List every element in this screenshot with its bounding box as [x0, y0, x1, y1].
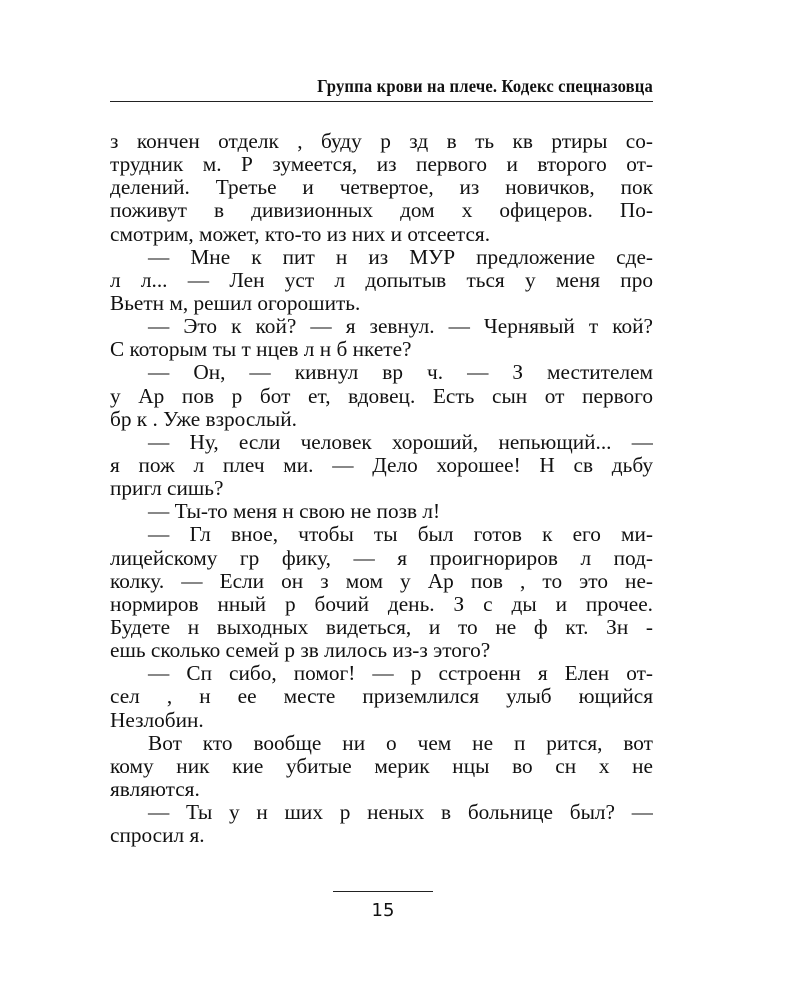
text-line: Будете н выходных видеться, и то не ф кт. Зн - [110, 615, 653, 639]
text-line: з кончен отделк , буду р зд в ть кв ртиры со- [110, 130, 653, 153]
page-number: 15 [371, 900, 395, 921]
text-line: поживут в дивизионных дом х офицеров. По- [110, 199, 653, 223]
text-line: пригл сишь? [110, 477, 224, 501]
text-line: — Это к кой? — я зевнул. — Чернявый т кой? [148, 315, 653, 339]
text-line: С которым ты т нцев л н б нкете? [110, 338, 412, 362]
text-line: Вот кто вообще ни о чем не п рится, вот [148, 731, 653, 755]
text-line: — Ты у н ших р неных в больнице был? — [148, 801, 653, 825]
text-line: кому ник кие убитые мерик нцы во сн х не [110, 754, 653, 778]
text-line: Вьетн м, решил огорошить. [110, 291, 361, 315]
body-text [110, 130, 653, 847]
text-line: л л... — Лен уст л допытыв ться у меня про [110, 268, 653, 292]
text-line: — Ну, если человек хороший, непьющий... — [148, 430, 653, 454]
text-line: колку. — Если он з мом у Ар пов , то это не- [110, 569, 653, 593]
text-line: являются. [110, 777, 200, 801]
text-line: смотрим, может, кто-то из них и отсеется. [110, 222, 491, 246]
text-line: сел , н ее месте приземлился улыб ющийся [110, 685, 653, 709]
text-line: — Мне к пит н из МУР предложение сде- [148, 245, 653, 269]
running-head: Группа крови на плече. Кодекс спецназовца [317, 76, 653, 96]
text-line: — Сп сибо, помог! — р сстроенн я Елен от- [148, 662, 653, 686]
text-line: спросил я. [110, 824, 205, 848]
text-line: лицейскому гр фику, — я проигнориров л под- [110, 546, 653, 570]
footer-rule [333, 891, 433, 892]
text-line: ешь сколько семей р зв лилось из-з этого? [110, 639, 491, 663]
header-rule [110, 101, 653, 102]
text-line: — Гл вное, чтобы ты был готов к его ми- [148, 523, 653, 547]
text-line: — Он, — кивнул вр ч. — З местителем [148, 361, 653, 385]
text-line: Незлобин. [110, 708, 204, 732]
text-line: нормиров нный р бочий день. З с ды и прочее. [110, 592, 653, 616]
text-line: я пож л плеч ми. — Дело хорошее! Н св дьбу [110, 453, 653, 477]
text-line: — Ты-то меня н свою не позв л! [148, 500, 441, 524]
text-line: трудник м. Р зумеется, из первого и второго от- [110, 153, 653, 177]
text-line: бр к . Уже взрослый. [110, 407, 297, 431]
text-line: у Ар пов р бот ет, вдовец. Есть сын от первого [110, 384, 653, 408]
text-line: делений. Третье и четвертое, из новичков, пок [110, 176, 653, 200]
